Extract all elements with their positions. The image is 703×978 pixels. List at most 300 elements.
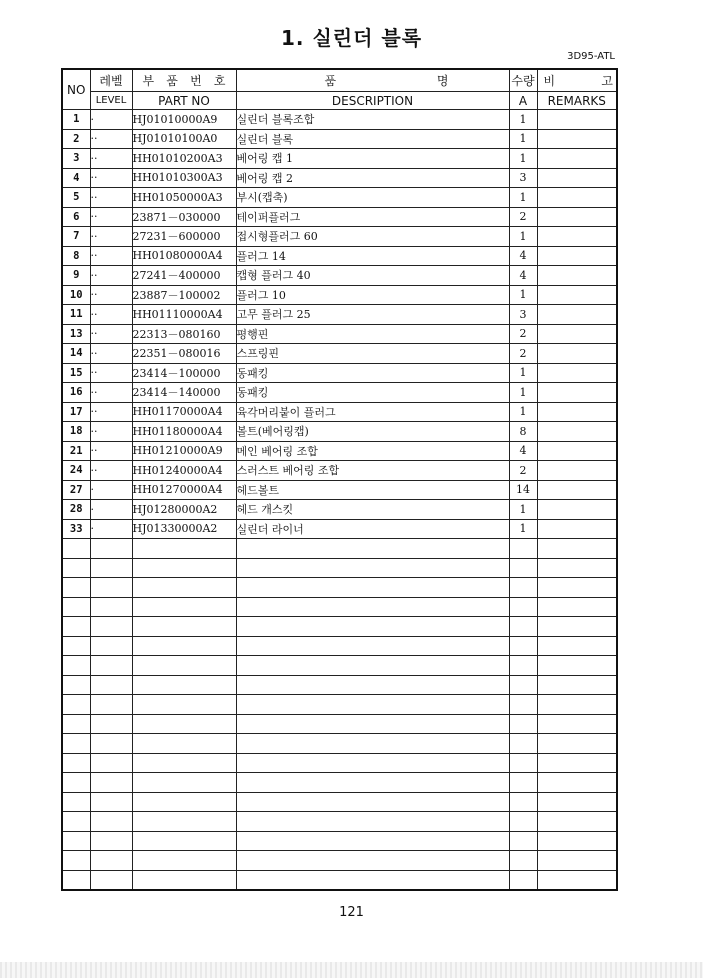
- row-level: [90, 539, 132, 559]
- row-description: [236, 792, 509, 812]
- header-qty-en: A: [509, 92, 537, 110]
- row-description: 베어링 캡 1: [236, 149, 509, 169]
- row-level: ··: [90, 285, 132, 305]
- row-remarks: [537, 558, 617, 578]
- row-description: [236, 734, 509, 754]
- table-row: [62, 519, 617, 539]
- row-description: [236, 558, 509, 578]
- row-level: ··: [90, 188, 132, 208]
- row-description: [236, 812, 509, 832]
- row-no: [62, 792, 90, 812]
- row-no: 1: [62, 110, 90, 130]
- row-level: ·: [90, 500, 132, 520]
- header-remarks-kr-char: 비: [543, 73, 556, 88]
- row-remarks: [537, 168, 617, 188]
- table-row: [62, 110, 617, 130]
- row-qty: [509, 675, 537, 695]
- row-part-no: HH01240000A4: [132, 461, 236, 481]
- row-remarks: [537, 441, 617, 461]
- row-no: [62, 812, 90, 832]
- row-qty: 2: [509, 324, 537, 344]
- row-part-no: 23887－100002: [132, 285, 236, 305]
- row-level: [90, 597, 132, 617]
- row-remarks: [537, 344, 617, 364]
- header-remarks-en: REMARKS: [537, 92, 617, 110]
- row-description: 스러스트 베어링 조합: [236, 461, 509, 481]
- row-qty: 1: [509, 110, 537, 130]
- row-qty: 2: [509, 461, 537, 481]
- header-part-en: PART NO: [132, 92, 236, 110]
- model-code: 3D95-ATL: [567, 51, 615, 62]
- table-row: [62, 500, 617, 520]
- row-remarks: [537, 188, 617, 208]
- row-no: [62, 734, 90, 754]
- page-number: 121: [339, 905, 364, 920]
- header-level-en: LEVEL: [90, 92, 132, 110]
- row-no: 13: [62, 324, 90, 344]
- row-part-no: [132, 773, 236, 793]
- row-level: ··: [90, 305, 132, 325]
- row-level: ··: [90, 129, 132, 149]
- row-level: [90, 714, 132, 734]
- row-level: [90, 695, 132, 715]
- row-level: ··: [90, 227, 132, 247]
- row-qty: 1: [509, 519, 537, 539]
- blank-row: [62, 870, 617, 890]
- row-remarks: [537, 714, 617, 734]
- row-no: 33: [62, 519, 90, 539]
- blank-row: [62, 812, 617, 832]
- row-remarks: [537, 675, 617, 695]
- row-part-no: [132, 851, 236, 871]
- row-part-no: 22351－080016: [132, 344, 236, 364]
- row-level: [90, 831, 132, 851]
- row-qty: 1: [509, 500, 537, 520]
- row-part-no: HJ01010000A9: [132, 110, 236, 130]
- row-description: 육각머리붙이 플러그: [236, 402, 509, 422]
- header-desc-en: DESCRIPTION: [236, 92, 509, 110]
- blank-row: [62, 753, 617, 773]
- row-description: [236, 773, 509, 793]
- header-desc-kr-char: 명: [436, 73, 449, 88]
- table-row: [62, 227, 617, 247]
- row-part-no: [132, 597, 236, 617]
- row-qty: [509, 851, 537, 871]
- blank-row: [62, 597, 617, 617]
- row-description: [236, 831, 509, 851]
- row-part-no: HH01080000A4: [132, 246, 236, 266]
- row-description: 접시형플러그 60: [236, 227, 509, 247]
- table-row: [62, 422, 617, 442]
- row-level: ··: [90, 324, 132, 344]
- row-level: [90, 617, 132, 637]
- row-qty: [509, 656, 537, 676]
- row-level: ··: [90, 461, 132, 481]
- row-qty: 1: [509, 227, 537, 247]
- row-description: 부시(캡축): [236, 188, 509, 208]
- row-remarks: [537, 792, 617, 812]
- row-level: [90, 870, 132, 890]
- row-part-no: [132, 753, 236, 773]
- blank-row: [62, 656, 617, 676]
- row-no: [62, 656, 90, 676]
- blank-row: [62, 675, 617, 695]
- row-part-no: HH01010300A3: [132, 168, 236, 188]
- row-remarks: [537, 870, 617, 890]
- row-level: ··: [90, 363, 132, 383]
- row-no: [62, 695, 90, 715]
- row-remarks: [537, 773, 617, 793]
- row-qty: 3: [509, 305, 537, 325]
- row-level: [90, 734, 132, 754]
- row-description: [236, 656, 509, 676]
- row-description: [236, 675, 509, 695]
- row-qty: 1: [509, 285, 537, 305]
- row-description: 스프링핀: [236, 344, 509, 364]
- row-description: [236, 597, 509, 617]
- row-description: 테이퍼플러그: [236, 207, 509, 227]
- blank-row: [62, 734, 617, 754]
- row-level: ··: [90, 344, 132, 364]
- row-description: [236, 539, 509, 559]
- row-no: 3: [62, 149, 90, 169]
- row-level: [90, 773, 132, 793]
- row-qty: 14: [509, 480, 537, 500]
- row-part-no: [132, 714, 236, 734]
- row-no: 11: [62, 305, 90, 325]
- row-remarks: [537, 110, 617, 130]
- row-part-no: [132, 636, 236, 656]
- row-qty: [509, 695, 537, 715]
- row-level: ··: [90, 441, 132, 461]
- row-part-no: HH01010200A3: [132, 149, 236, 169]
- row-description: [236, 870, 509, 890]
- row-no: [62, 597, 90, 617]
- row-remarks: [537, 422, 617, 442]
- row-description: [236, 617, 509, 637]
- table-row: [62, 266, 617, 286]
- blank-row: [62, 792, 617, 812]
- header-part-kr-char: 번: [190, 73, 202, 88]
- row-remarks: [537, 636, 617, 656]
- row-remarks: [537, 266, 617, 286]
- row-no: 15: [62, 363, 90, 383]
- table-row: [62, 168, 617, 188]
- row-qty: [509, 714, 537, 734]
- table-row: [62, 402, 617, 422]
- row-level: [90, 636, 132, 656]
- row-part-no: HH01170000A4: [132, 402, 236, 422]
- row-level: ··: [90, 422, 132, 442]
- row-remarks: [537, 617, 617, 637]
- row-remarks: [537, 149, 617, 169]
- row-no: 24: [62, 461, 90, 481]
- row-part-no: [132, 578, 236, 598]
- table-row: [62, 383, 617, 403]
- row-no: [62, 617, 90, 637]
- row-remarks: [537, 753, 617, 773]
- row-qty: 2: [509, 207, 537, 227]
- row-no: [62, 578, 90, 598]
- row-part-no: 27231－600000: [132, 227, 236, 247]
- row-description: 캡형 플러그 40: [236, 266, 509, 286]
- row-level: ··: [90, 402, 132, 422]
- header-part-kr-char: 품: [166, 73, 178, 88]
- row-remarks: [537, 831, 617, 851]
- row-remarks: [537, 578, 617, 598]
- row-part-no: 23871－030000: [132, 207, 236, 227]
- table-row: [62, 207, 617, 227]
- row-level: ·: [90, 480, 132, 500]
- row-qty: [509, 734, 537, 754]
- row-description: 볼트(베어링캡): [236, 422, 509, 442]
- table-row: [62, 324, 617, 344]
- row-level: [90, 558, 132, 578]
- row-description: [236, 636, 509, 656]
- row-description: 동패킹: [236, 383, 509, 403]
- row-qty: [509, 539, 537, 559]
- row-part-no: [132, 792, 236, 812]
- row-qty: [509, 792, 537, 812]
- row-remarks: [537, 363, 617, 383]
- row-description: [236, 753, 509, 773]
- row-qty: 1: [509, 383, 537, 403]
- header-level-kr: 레벨: [90, 69, 132, 92]
- header-remarks-kr: [537, 69, 617, 92]
- row-part-no: [132, 831, 236, 851]
- row-level: [90, 656, 132, 676]
- table-row: [62, 188, 617, 208]
- row-description: 동패킹: [236, 363, 509, 383]
- row-level: [90, 675, 132, 695]
- row-part-no: [132, 656, 236, 676]
- row-no: [62, 870, 90, 890]
- row-level: ··: [90, 246, 132, 266]
- row-remarks: [537, 519, 617, 539]
- row-remarks: [537, 305, 617, 325]
- row-no: 17: [62, 402, 90, 422]
- table-row: [62, 246, 617, 266]
- row-qty: [509, 753, 537, 773]
- row-description: [236, 851, 509, 871]
- header-desc-kr: [236, 69, 509, 92]
- row-level: [90, 812, 132, 832]
- table-row: [62, 149, 617, 169]
- row-no: 4: [62, 168, 90, 188]
- row-description: [236, 578, 509, 598]
- row-level: ··: [90, 149, 132, 169]
- row-qty: 1: [509, 363, 537, 383]
- row-description: 플러그 10: [236, 285, 509, 305]
- blank-row: [62, 636, 617, 656]
- row-description: [236, 714, 509, 734]
- row-description: 메인 베어링 조합: [236, 441, 509, 461]
- row-no: [62, 714, 90, 734]
- row-qty: 3: [509, 168, 537, 188]
- row-qty: 1: [509, 149, 537, 169]
- header-part-kr-char: 호: [213, 73, 226, 88]
- row-no: 8: [62, 246, 90, 266]
- row-level: [90, 851, 132, 871]
- scan-edge: [0, 962, 703, 978]
- row-level: [90, 792, 132, 812]
- row-level: [90, 753, 132, 773]
- row-part-no: [132, 539, 236, 559]
- table-row: [62, 305, 617, 325]
- row-level: ··: [90, 266, 132, 286]
- row-level: ··: [90, 168, 132, 188]
- blank-row: [62, 773, 617, 793]
- row-part-no: HJ01010100A0: [132, 129, 236, 149]
- row-part-no: HH01210000A9: [132, 441, 236, 461]
- row-qty: 1: [509, 188, 537, 208]
- row-no: [62, 539, 90, 559]
- row-no: [62, 773, 90, 793]
- parts-table: [61, 68, 618, 891]
- row-remarks: [537, 402, 617, 422]
- row-description: 베어링 캡 2: [236, 168, 509, 188]
- row-part-no: HH01270000A4: [132, 480, 236, 500]
- row-part-no: [132, 812, 236, 832]
- row-no: 2: [62, 129, 90, 149]
- row-no: 21: [62, 441, 90, 461]
- row-remarks: [537, 851, 617, 871]
- row-remarks: [537, 461, 617, 481]
- row-description: 헤드 개스킷: [236, 500, 509, 520]
- row-remarks: [537, 383, 617, 403]
- row-qty: [509, 617, 537, 637]
- row-part-no: [132, 734, 236, 754]
- row-qty: 4: [509, 441, 537, 461]
- row-qty: 4: [509, 266, 537, 286]
- row-level: ··: [90, 383, 132, 403]
- row-remarks: [537, 734, 617, 754]
- row-remarks: [537, 285, 617, 305]
- row-description: 고무 플러그 25: [236, 305, 509, 325]
- row-no: [62, 851, 90, 871]
- header-part-kr: [132, 69, 236, 92]
- row-qty: 1: [509, 402, 537, 422]
- row-part-no: 23414－140000: [132, 383, 236, 403]
- row-no: [62, 753, 90, 773]
- row-no: 14: [62, 344, 90, 364]
- row-part-no: HH01180000A4: [132, 422, 236, 442]
- row-qty: 8: [509, 422, 537, 442]
- row-no: 5: [62, 188, 90, 208]
- table-row: [62, 441, 617, 461]
- row-remarks: [537, 812, 617, 832]
- row-qty: [509, 831, 537, 851]
- table-row: [62, 285, 617, 305]
- row-qty: [509, 597, 537, 617]
- row-remarks: [537, 695, 617, 715]
- row-remarks: [537, 207, 617, 227]
- row-qty: [509, 870, 537, 890]
- parts-table-body: [62, 110, 617, 891]
- row-description: [236, 695, 509, 715]
- row-qty: [509, 558, 537, 578]
- row-qty: [509, 578, 537, 598]
- row-remarks: [537, 480, 617, 500]
- row-description: 실린더 블록: [236, 129, 509, 149]
- row-level: ··: [90, 207, 132, 227]
- row-level: [90, 578, 132, 598]
- row-remarks: [537, 129, 617, 149]
- page-title: 1. 실린더 블록: [280, 26, 423, 50]
- row-no: 9: [62, 266, 90, 286]
- blank-row: [62, 851, 617, 871]
- row-part-no: HH01050000A3: [132, 188, 236, 208]
- row-level: ·: [90, 519, 132, 539]
- blank-row: [62, 617, 617, 637]
- row-no: [62, 831, 90, 851]
- row-part-no: HJ01330000A2: [132, 519, 236, 539]
- row-qty: [509, 636, 537, 656]
- table-row: [62, 363, 617, 383]
- row-part-no: [132, 870, 236, 890]
- row-description: 실린더 라이너: [236, 519, 509, 539]
- row-remarks: [537, 597, 617, 617]
- blank-row: [62, 578, 617, 598]
- row-remarks: [537, 656, 617, 676]
- row-remarks: [537, 227, 617, 247]
- header-no: NO: [62, 69, 90, 110]
- row-remarks: [537, 539, 617, 559]
- row-no: 28: [62, 500, 90, 520]
- row-qty: 2: [509, 344, 537, 364]
- blank-row: [62, 558, 617, 578]
- row-qty: 4: [509, 246, 537, 266]
- row-description: 헤드볼트: [236, 480, 509, 500]
- header-remarks-kr-char: 고: [601, 73, 613, 88]
- row-part-no: [132, 695, 236, 715]
- row-no: [62, 558, 90, 578]
- header-part-kr-char: 부: [142, 73, 155, 88]
- table-row: [62, 480, 617, 500]
- row-qty: [509, 773, 537, 793]
- row-remarks: [537, 324, 617, 344]
- row-qty: [509, 812, 537, 832]
- row-part-no: HH01110000A4: [132, 305, 236, 325]
- row-qty: 1: [509, 129, 537, 149]
- table-row: [62, 129, 617, 149]
- header-desc-kr-char: 품: [324, 73, 337, 88]
- row-no: [62, 636, 90, 656]
- row-level: ·: [90, 110, 132, 130]
- row-part-no: 23414－100000: [132, 363, 236, 383]
- row-description: 플러그 14: [236, 246, 509, 266]
- row-remarks: [537, 246, 617, 266]
- row-description: 평행핀: [236, 324, 509, 344]
- row-remarks: [537, 500, 617, 520]
- row-part-no: [132, 558, 236, 578]
- row-no: [62, 675, 90, 695]
- row-no: 7: [62, 227, 90, 247]
- row-part-no: HJ01280000A2: [132, 500, 236, 520]
- row-part-no: [132, 617, 236, 637]
- table-row: [62, 461, 617, 481]
- row-no: 10: [62, 285, 90, 305]
- row-no: 6: [62, 207, 90, 227]
- row-no: 27: [62, 480, 90, 500]
- blank-row: [62, 714, 617, 734]
- row-no: 16: [62, 383, 90, 403]
- row-part-no: [132, 675, 236, 695]
- blank-row: [62, 831, 617, 851]
- row-no: 18: [62, 422, 90, 442]
- table-row: [62, 344, 617, 364]
- row-part-no: 22313－080160: [132, 324, 236, 344]
